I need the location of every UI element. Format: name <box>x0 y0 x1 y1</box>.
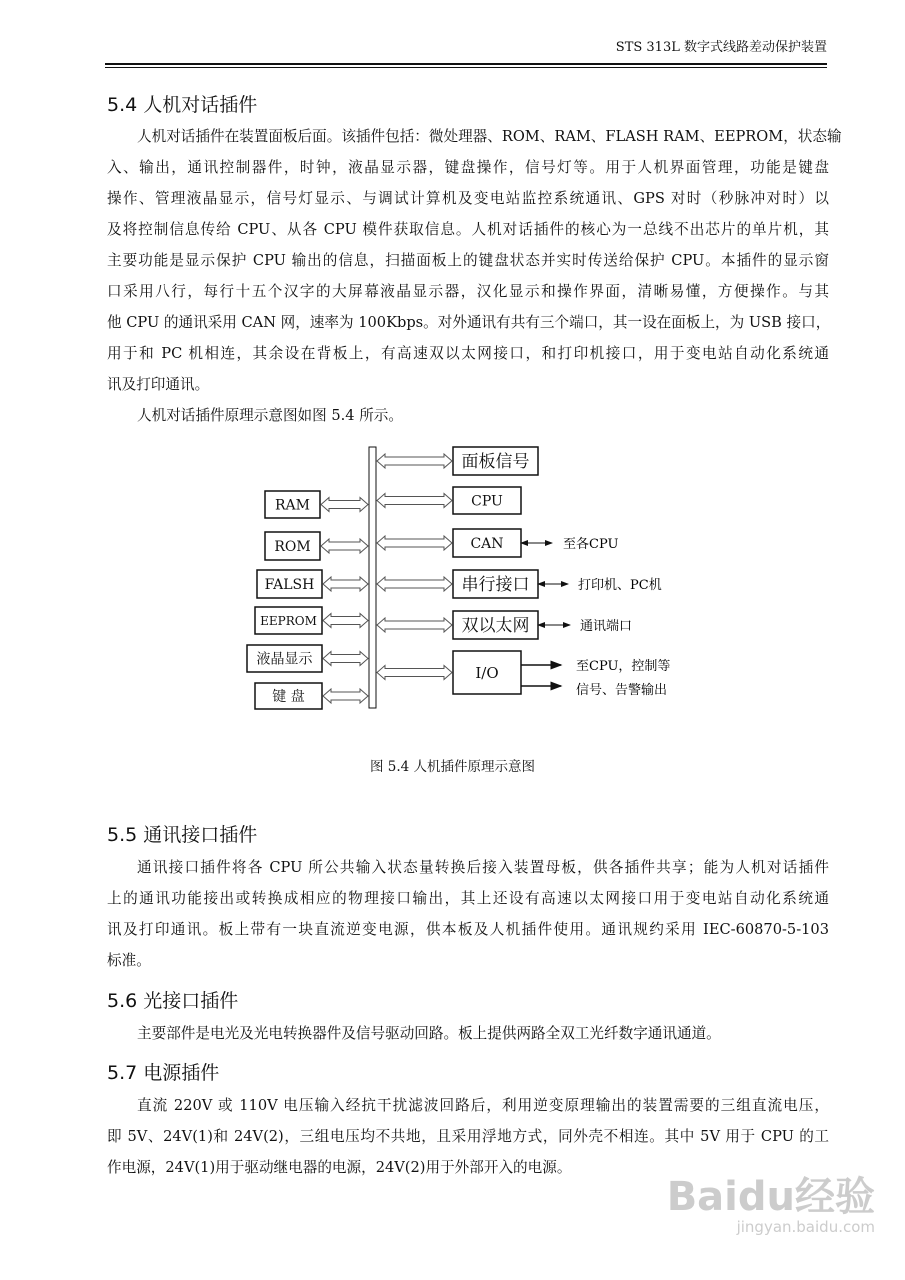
paragraph-line: 主要部件是电光及光电转换器件及信号驱动回路。板上提供两路全双工光纤数字通讯通道。 <box>137 1025 721 1042</box>
paragraph-line: 入、输出，通讯控制器件，时钟，液晶显示器，键盘操作，信号灯等。用于人机界面管理，功能是键盘 <box>107 159 829 176</box>
bidirectional-bus-arrow <box>323 689 368 703</box>
bidirectional-bus-arrow <box>377 536 452 550</box>
right-module-label: I/O <box>475 663 499 682</box>
right-module-label: 双以太网 <box>461 616 530 637</box>
paragraph-line: 口采用八行，每行十五个汉字的大屏幕液晶显示器，汉化显示和操作界面，清晰易懂，方便操作。与其 <box>107 283 829 300</box>
bus-bar <box>369 447 376 708</box>
watermark-url: jingyan.baidu.com <box>736 1218 875 1236</box>
paragraph-line: 用于和 PC 机相连，其余设在背板上，有高速双以太网接口，和打印机接口，用于变电站自动化系统通 <box>107 345 829 362</box>
paragraph-line: 人机对话插件在装置面板后面。该插件包括：微处理器、ROM、RAM、FLASH RAM、EEPROM，状态输 <box>137 128 842 145</box>
section-5-4-title: 5.4 人机对话插件 <box>107 94 258 116</box>
bidirectional-bus-arrow <box>323 652 368 666</box>
left-module-label: EEPROM <box>260 613 317 628</box>
ext-label: 打印机、PC机 <box>578 578 662 593</box>
left-module-label: 键 盘 <box>272 689 305 706</box>
bidirectional-bus-arrow <box>377 577 452 591</box>
left-module-label: 液晶显示 <box>256 651 313 668</box>
section-5-7-title: 5.7 电源插件 <box>107 1062 220 1084</box>
bidirectional-bus-arrow <box>321 498 368 512</box>
baidu-watermark <box>667 1165 875 1236</box>
bidirectional-bus-arrow <box>323 577 368 591</box>
ext-label: 信号、告警输出 <box>576 683 668 698</box>
bidirectional-bus-arrow <box>321 539 368 553</box>
paragraph-line: 主要功能是显示保护 CPU 输出的信息，扫描面板上的键盘状态并实时传送给保护 CPU。本插件的显示窗 <box>107 252 829 269</box>
watermark-brand: Baidu经验 <box>666 1174 875 1220</box>
right-module-label: 面板信号 <box>461 452 530 473</box>
right-module-label: CPU <box>471 493 503 510</box>
bidirectional-bus-arrow <box>377 494 452 508</box>
right-module-label: 串行接口 <box>461 575 530 596</box>
paragraph-line: 通讯接口插件将各 CPU 所公共输入状态量转换后接入装置母板，供各插件共享；能为人机对话插件 <box>137 859 829 876</box>
running-header: STS 313L 数字式线路差动保护装置 <box>615 40 827 55</box>
left-module-label: FALSH <box>264 577 315 594</box>
section-5-5-title: 5.5 通讯接口插件 <box>107 824 258 846</box>
bidirectional-bus-arrow <box>377 454 452 468</box>
figure-caption: 图 5.4 人机插件原理示意图 <box>369 759 536 775</box>
bidirectional-bus-arrow <box>377 618 452 632</box>
paragraph-line: 人机对话插件原理示意图如图 5.4 所示。 <box>137 407 403 424</box>
paragraph-line: 上的通讯功能接出或转换成相应的物理接口输出，其上还设有高速以太网接口用于变电站自动化系统通 <box>107 890 829 907</box>
right-module-label: CAN <box>470 536 504 553</box>
paragraph-line: 直流 220V 或 110V 电压输入经抗干扰滤波回路后，利用逆变原理输出的装置需要的三组直流电压， <box>137 1097 829 1114</box>
left-module-label: RAM <box>275 497 310 514</box>
bidirectional-bus-arrow <box>377 666 452 680</box>
bidirectional-bus-arrow <box>323 614 368 628</box>
paragraph-line: 作电源，24V(1)用于驱动继电器的电源，24V(2)用于外部开入的电源。 <box>107 1159 572 1176</box>
paragraph-line: 他 CPU 的通讯采用 CAN 网，速率为 100Kbps。对外通讯有共有三个端口，其一设在面板上，为 USB 接口， <box>107 314 831 331</box>
ext-label: 至各CPU <box>563 537 619 552</box>
paragraph-line: 标准。 <box>107 952 151 969</box>
paragraph-line: 讯及打印通讯。 <box>107 376 210 393</box>
paragraph-line: 及将控制信息传给 CPU、从各 CPU 模件获取信息。人机对话插件的核心为一总线不出芯片的单片机，其 <box>107 221 829 238</box>
paragraph-line: 讯及打印通讯。板上带有一块直流逆变电源，供本板及人机插件使用。通讯规约采用 IEC-60870-5-103 <box>107 921 829 938</box>
section-5-6-title: 5.6 光接口插件 <box>107 990 239 1012</box>
left-module-label: ROM <box>274 539 311 556</box>
ext-label: 通讯端口 <box>580 619 633 634</box>
ext-label: 至CPU，控制等 <box>576 659 671 674</box>
paragraph-line: 操作、管理液晶显示，信号灯显示、与调试计算机及变电站监控系统通讯、GPS 对时（秒脉冲对时）以 <box>107 190 829 207</box>
paragraph-line: 即 5V、24V(1)和 24V(2)，三组电压均不共地，且采用浮地方式，同外壳不相连。其中 5V 用于 CPU 的工 <box>107 1128 829 1145</box>
